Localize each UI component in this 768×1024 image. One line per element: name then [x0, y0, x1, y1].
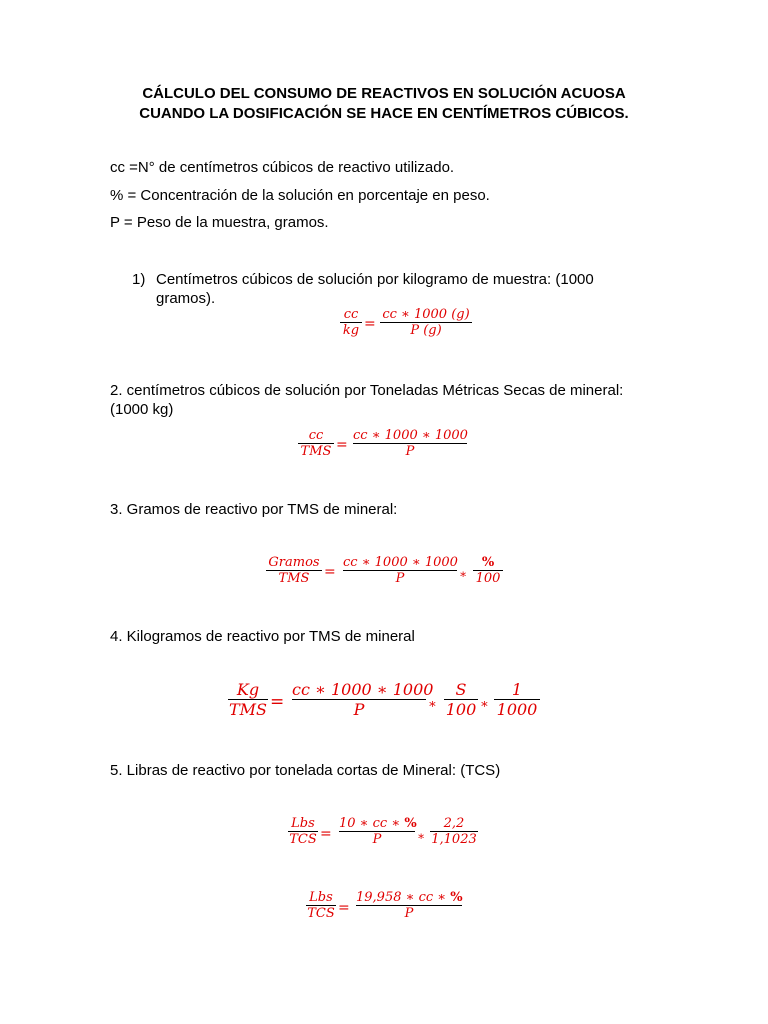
formula1-right-fraction [380, 307, 472, 338]
formula4-middle-numerator: cc ∗ 1000 ∗ 1000 [292, 680, 434, 699]
formula5b-left-fraction [306, 890, 336, 921]
formula4-times-1: ∗ [428, 697, 437, 712]
definition-cc: cc =N° de centímetros cúbicos de reactivo utilizado. [110, 159, 455, 176]
formula4-right-fraction [494, 680, 540, 719]
section3-text: 3. Gramos de reactivo por TMS de mineral: [110, 501, 398, 518]
formula1-right-numerator: cc ∗ 1000 (g) [382, 307, 470, 322]
formula2-equals: = [336, 437, 348, 453]
formula1-left-denominator: kg [342, 323, 360, 338]
formula5b-right-fraction [356, 890, 462, 921]
formula1-right-denominator: P (g) [410, 323, 442, 338]
formula3-right-numerator: % [481, 555, 495, 570]
definition-p: P = Peso de la muestra, gramos. [110, 214, 329, 231]
formula1-left-numerator: cc [343, 307, 359, 322]
formula3-left-fraction [266, 555, 322, 586]
formula4-middle-denominator: P [353, 700, 365, 719]
formula5a-times: ∗ [417, 829, 426, 843]
section4-text: 4. Kilogramos de reactivo por TMS de mineral [110, 628, 415, 645]
formula3-left-numerator: Gramos [268, 555, 320, 570]
document-title-line1: CÁLCULO DEL CONSUMO DE REACTIVOS EN SOLUCIÓN ACUOSA [142, 85, 626, 102]
formula5b-equals: = [338, 900, 350, 916]
section1-text-line1: Centímetros cúbicos de solución por kilogramo de muestra: (1000 [156, 271, 594, 288]
formula5a-right-numerator: 2,2 [443, 816, 465, 831]
formula3-middle-fraction [343, 555, 457, 586]
formula2-left-denominator: TMS [300, 444, 332, 459]
document-title-line2: CUANDO LA DOSIFICACIÓN SE HACE EN CENTÍMETROS CÚBICOS. [139, 105, 629, 122]
formula5a-middle-numerator-text: 10 ∗ cc ∗ [339, 816, 405, 831]
formula4-left-fraction [228, 680, 268, 719]
section2-text-line2: (1000 kg) [110, 401, 174, 418]
formula5a-middle-denominator: P [372, 832, 382, 847]
formula4-left-numerator: Kg [236, 680, 260, 699]
formula5a-middle-numerator [339, 816, 415, 831]
formula4-right-denominator: 1000 [496, 700, 538, 719]
formula4-s-denominator: 100 [445, 700, 477, 719]
formula2-right-fraction [353, 428, 467, 459]
formula2-left-fraction [298, 428, 334, 459]
formula5b-right-numerator [356, 890, 462, 905]
definition-percent: % = Concentración de la solución en porcentaje en peso. [110, 187, 490, 204]
formula5a-left-numerator: Lbs [291, 816, 315, 831]
formula2-right-numerator: cc ∗ 1000 ∗ 1000 [353, 428, 468, 443]
formula5b-right-numerator-text: 19,958 ∗ cc ∗ [356, 890, 451, 905]
formula2-left-numerator: cc [308, 428, 324, 443]
formula5a-percent: % [404, 816, 417, 831]
formula4-middle-fraction [292, 680, 434, 719]
formula5a-left-fraction [288, 816, 318, 847]
formula5b-right-denominator: P [404, 906, 414, 921]
formula4-s-numerator: S [455, 680, 467, 699]
formula4-left-denominator: TMS [228, 700, 267, 719]
section1-number: 1) [132, 271, 146, 288]
formula3-right-denominator: 100 [475, 571, 501, 586]
formula4-right-numerator: 1 [511, 680, 523, 699]
formula2-right-denominator: P [405, 444, 415, 459]
formula4-s-fraction [444, 680, 478, 719]
section2-text-line1: 2. centímetros cúbicos de solución por Toneladas Métricas Secas de mineral: [110, 382, 624, 399]
formula5b-left-numerator: Lbs [309, 890, 333, 905]
formula5a-right-denominator: 1,1023 [431, 832, 477, 847]
formula5a-middle-fraction [339, 816, 415, 847]
formula5b-percent: % [450, 890, 463, 905]
formula1-left-fraction [340, 307, 362, 338]
formula3-equals: = [324, 564, 336, 580]
formula5a-equals: = [320, 826, 332, 842]
formula3-middle-denominator: P [395, 571, 405, 586]
formula5b-left-denominator: TCS [307, 906, 335, 921]
formula1-equals: = [364, 316, 376, 332]
formula3-times: ∗ [459, 567, 468, 581]
formula5a-right-fraction [430, 816, 478, 847]
formula3-middle-numerator: cc ∗ 1000 ∗ 1000 [343, 555, 458, 570]
formula5a-left-denominator: TCS [289, 832, 317, 847]
formula4-times-2: ∗ [480, 697, 489, 712]
formula3-left-denominator: TMS [278, 571, 310, 586]
formula4-equals: = [270, 692, 285, 712]
section1-text-line2: gramos). [156, 290, 216, 307]
formula3-right-fraction [473, 555, 503, 586]
section5-text: 5. Libras de reactivo por tonelada cortas de Mineral: (TCS) [110, 762, 501, 779]
